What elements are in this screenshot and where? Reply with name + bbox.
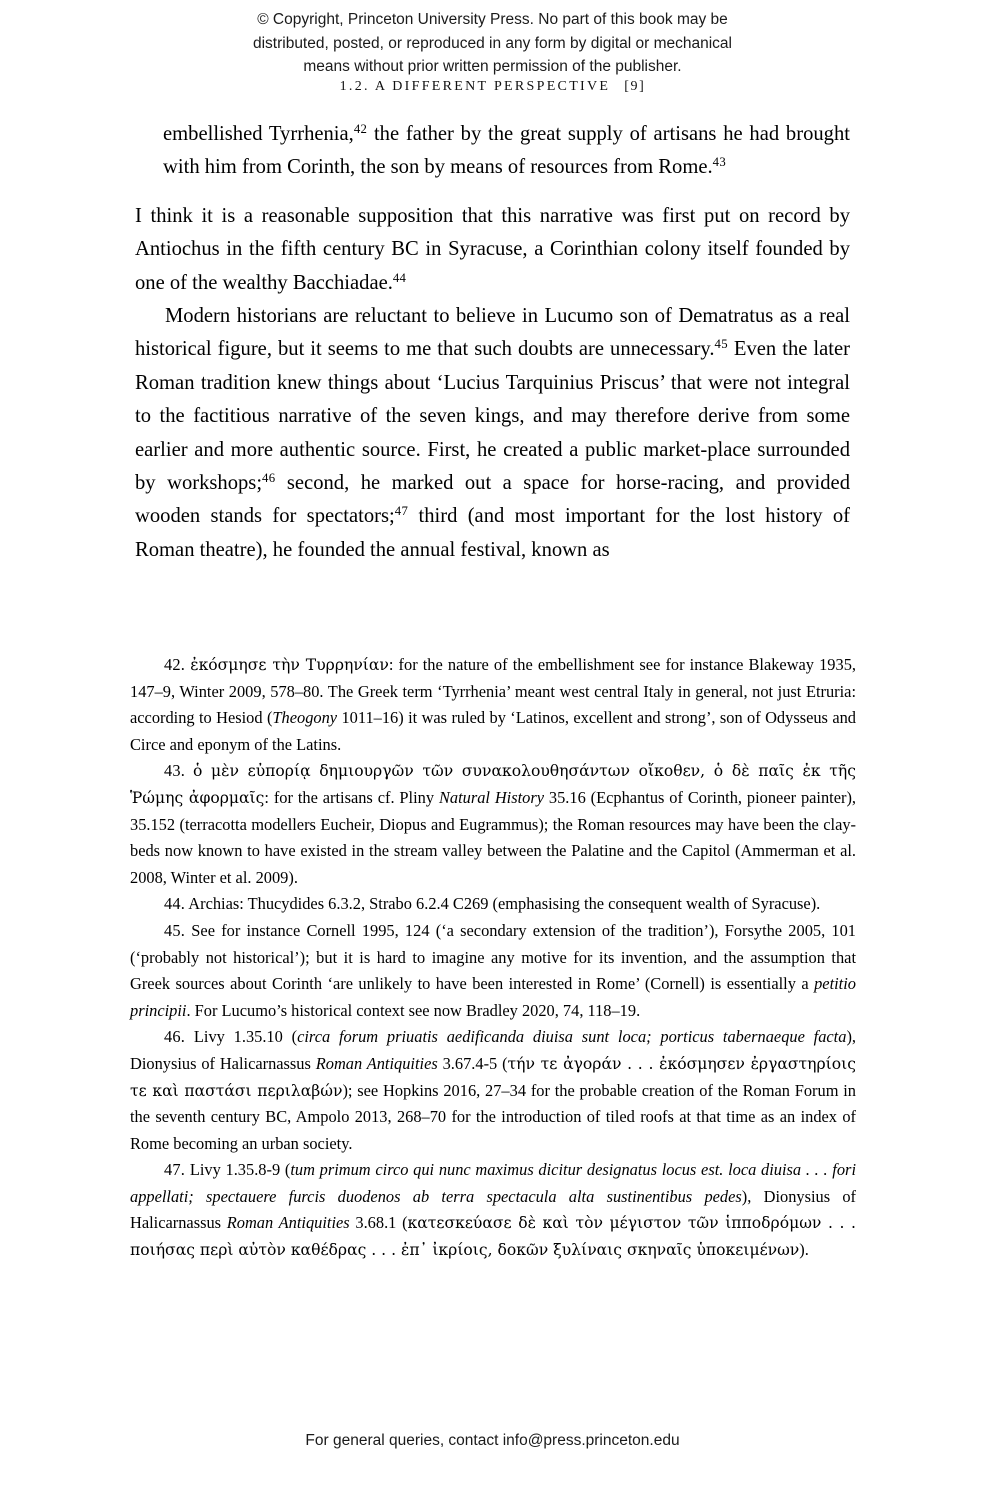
paragraph-2-segment-1: Modern historians are reluctant to believe in Lucumo son of Dematratus as a real historical figure, but it seems to me that such doubts are unnecessary. — [135, 305, 850, 361]
footnote-45-segment-1: See for instance Cornell 1995, 124 (‘a secondary extension of the tradition’), Forsythe 2005, 101 (‘probably not historical’); but it is hard to imagine any motive for its invention, and the assumption that Greek sources about Corinth ‘are unlikely to have been interested in Rome’ (Cornell) is essentially a — [130, 920, 856, 994]
footnote-45-segment-2: . For Lucumo’s historical context see now Bradley 2020, 74, 118–19. — [186, 1000, 641, 1020]
body-paragraph-1 — [135, 200, 850, 300]
footnote-47-italic-2: Roman Antiquities — [226, 1213, 350, 1233]
paragraph-2-segment-4: third (and most important for the lost history of Roman theatre), he founded the annual festival, known as — [135, 505, 851, 561]
footnote-46-italic-2: Roman Antiquities — [315, 1053, 438, 1073]
footnote-42-segment-1: : for the nature of the embellishment see for instance Blakeway 1935, 147–9, Winter 2009, 578–80. The Greek term ‘Tyrrhenia’ meant west central Italy in general, not just Etruria: according to Hesiod ( — [130, 655, 856, 728]
quote-text-mid: the father by the great supply of artisans he had brought with him from Corinth, the son by means of resources from Rome. — [163, 123, 850, 179]
footnote-47-segment-3: 3.68.1 ( — [349, 1213, 408, 1233]
footnote-47-segment-4: ). — [799, 1240, 809, 1260]
footnote-44-segment-1: Archias: Thucydides 6.3.2, Strabo 6.2.4 C269 (emphasising the consequent wealth of Syracuse). — [185, 894, 821, 914]
footnote-47-segment-2: ), Dionysius of Halicarnassus — [130, 1186, 857, 1233]
footnote-ref-45[interactable]: 45 — [714, 337, 728, 352]
body-paragraph-2 — [135, 300, 850, 567]
footnote-42-segment-2: 1011–16) it was ruled by ‘Latinos, excellent and strong’, son of Odysseus and Circe and eponym of the Latins. — [130, 708, 856, 754]
footnote-44-number: 44. — [164, 894, 186, 914]
footnote-46-italic-1: circa forum priuatis aedificanda diuisa sunt loca; porticus tabernaeque facta — [297, 1027, 847, 1047]
footnote-45-italic-1: petitio principii — [130, 974, 856, 1020]
footnote-ref-44[interactable]: 44 — [392, 270, 407, 285]
footnote-ref-47[interactable]: 47 — [394, 504, 409, 519]
footnote-ref-43[interactable]: 43 — [712, 155, 727, 170]
body-text-column — [135, 118, 850, 567]
footnote-43 — [130, 758, 856, 891]
paragraph-1-text: I think it is a reasonable supposition that this narrative was first put on record by Antiochus in the fifth century BC in Syracuse, a Corinthian colony itself founded by one of the wealthy Bacchiadae. — [135, 204, 850, 294]
footnote-46-segment-4: ); see Hopkins 2016, 27–34 for the probable creation of the Roman Forum in the seventh century BC, Ampolo 2013, 268–70 for the introduction of tiled roofs at that time as an index of Rome becoming an urban society. — [130, 1080, 856, 1153]
footnote-42-italic-1: Theogony — [272, 708, 338, 728]
footnote-46-segment-2: ), Dionysius of Halicarnassus — [130, 1027, 856, 1073]
footnote-42-greek-1: ἐκόσμησε τὴν Τυρρηνίαν — [190, 656, 389, 674]
footnote-42-number: 42. — [164, 655, 186, 674]
paragraph-spacer — [135, 185, 850, 200]
footnotes-section — [130, 652, 856, 1264]
copyright-line-3: means without prior written permission of the publisher. — [303, 58, 682, 75]
footnote-45 — [130, 918, 856, 1024]
footnote-46-number: 46. — [164, 1027, 186, 1047]
footnote-42 — [130, 652, 856, 758]
footer-query-notice — [0, 1432, 985, 1450]
copyright-line-2: distributed, posted, or reproduced in any form by digital or mechanical — [252, 34, 733, 52]
footnote-47-italic-1: tum primum circo qui nunc maximus dicitur designatus locus est. loca diuisa . . . fori appellati; spectauere furcis duodenos ab terra spectacula alta sustinentibus pedes — [130, 1160, 856, 1206]
page-number: [9] — [624, 79, 646, 94]
footnote-43-italic-1: Natural History — [438, 787, 545, 807]
footnote-46-segment-1: Livy 1.35.10 ( — [185, 1027, 298, 1047]
footnote-47 — [130, 1157, 856, 1263]
footnote-ref-42[interactable]: 42 — [353, 121, 368, 136]
quotation-continuation — [163, 118, 850, 185]
footnote-46-greek-1: τήν τε ἀγοράν . . . ἐκόσμησεν ἐργαστηρίοις τε καὶ παστάσι περιλαβών — [130, 1054, 856, 1100]
footnote-ref-46[interactable]: 46 — [262, 470, 276, 485]
running-head-title: 1.2. A DIFFERENT PERSPECTIVE — [339, 79, 611, 94]
footnote-43-greek-1: ὁ μὲν εὐπορίᾳ δημιουργῶν τῶν συνακολουθησάντων οἴκοθεν, ὁ δὲ παῖς ἐκ τῆς Ῥώμης ἀφορμαῖς — [130, 762, 856, 807]
footnote-45-number: 45. — [164, 920, 186, 940]
footnote-43-segment-2: 35.16 (Ecphantus of Corinth, pioneer painter), 35.152 (terracotta modellers Eucheir, Diopus and Eugrammus); the Roman resources may have been the clay-beds now known to have existed in the stream valley between the Palatine and the Capitol (Ammerman et al. 2008, Winter et al. 2009). — [130, 787, 857, 887]
copyright-line-1: © Copyright, Princeton University Press. No part of this book may be — [257, 11, 728, 28]
quote-text-lead: embellished Tyrrhenia, — [163, 123, 354, 145]
paragraph-2-segment-2: Even the later Roman tradition knew things about ‘Lucius Tarquinius Priscus’ that were not integral to the factitious narrative of the seven kings, and may therefore derive from some earlier and more authentic source. First, he created a public market-place surrounded by workshops; — [135, 338, 850, 495]
footnote-46-segment-3: 3.67.4-5 ( — [437, 1053, 508, 1073]
footnote-46 — [130, 1024, 856, 1157]
running-head — [0, 79, 985, 95]
footnote-43-segment-1: : for the artisans cf. Pliny — [264, 787, 439, 807]
footnote-47-number: 47. — [164, 1160, 186, 1180]
paragraph-2-segment-3: second, he marked out a space for horse-racing, and provided wooden stands for spectators; — [135, 472, 850, 528]
footnote-43-number: 43. — [164, 761, 186, 781]
footnote-47-segment-1: Livy 1.35.8-9 ( — [185, 1160, 291, 1180]
footnote-47-greek-1: κατεσκεύασε δὲ καὶ τὸν μέγιστον τῶν ἱπποδρόμων . . . ποιήσας περὶ αὐτὸν καθέδρας . . . ἐπ᾽ ἰκρίοις, δοκῶν ξυλίναις σκηναῖς ὑποκειμένων — [130, 1214, 856, 1260]
footnote-44 — [130, 891, 856, 918]
footer-text: For general queries, contact info@press.princeton.edu — [305, 1432, 680, 1449]
copyright-notice — [0, 8, 985, 79]
